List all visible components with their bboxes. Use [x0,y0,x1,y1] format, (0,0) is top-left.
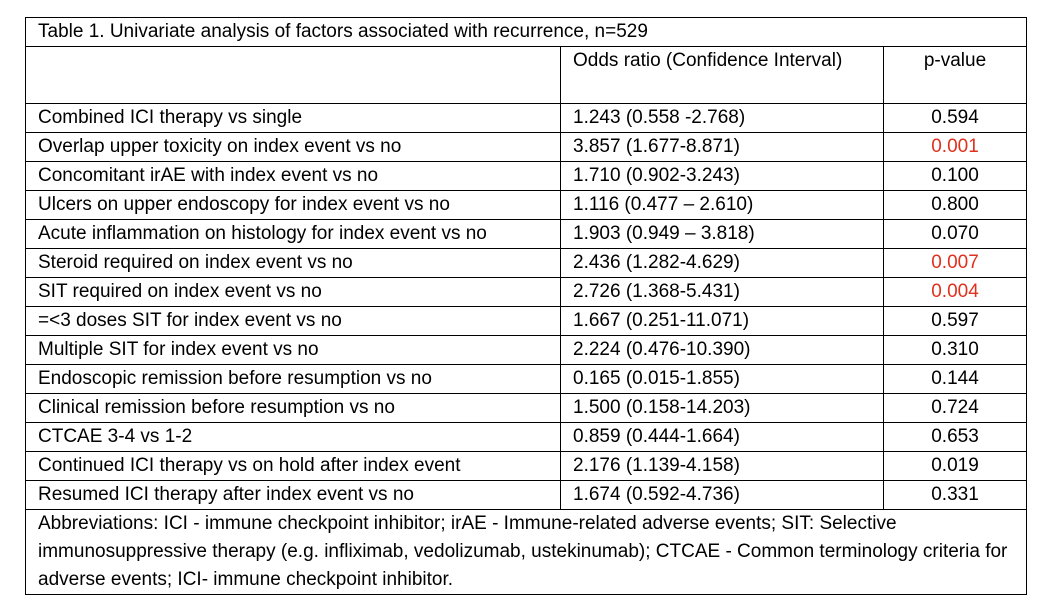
table-row [26,191,1027,220]
univariate-analysis-table [25,17,1027,595]
p-value-cell: 0.724 [884,394,1027,423]
p-value-cell: 0.001 [884,133,1027,162]
odds-ratio-cell: 2.436 (1.282-4.629) [561,249,884,278]
table-row [26,365,1027,394]
odds-ratio-cell: 1.500 (0.158-14.203) [561,394,884,423]
factor-cell: Combined ICI therapy vs single [26,104,561,133]
table-row [26,104,1027,133]
factor-cell: =<3 doses SIT for index event vs no [26,307,561,336]
table-row [26,220,1027,249]
odds-ratio-cell: 0.165 (0.015-1.855) [561,365,884,394]
p-value-cell: 0.007 [884,249,1027,278]
table-row [26,423,1027,452]
p-value-cell: 0.597 [884,307,1027,336]
p-value-cell: 0.070 [884,220,1027,249]
factor-cell: Endoscopic remission before resumption vs no [26,365,561,394]
factor-cell: Overlap upper toxicity on index event vs no [26,133,561,162]
p-value-cell: 0.310 [884,336,1027,365]
p-value-cell: 0.653 [884,423,1027,452]
odds-ratio-cell: 2.176 (1.139-4.158) [561,452,884,481]
factor-cell: Multiple SIT for index event vs no [26,336,561,365]
p-value-column-header: p-value [884,47,1027,104]
factor-cell: Clinical remission before resumption vs no [26,394,561,423]
odds-ratio-cell: 2.726 (1.368-5.431) [561,278,884,307]
p-value-cell: 0.100 [884,162,1027,191]
factor-cell: Resumed ICI therapy after index event vs no [26,481,561,510]
table-row [26,336,1027,365]
factor-cell: Concomitant irAE with index event vs no [26,162,561,191]
factor-cell: Ulcers on upper endoscopy for index event vs no [26,191,561,220]
odds-ratio-cell: 1.667 (0.251-11.071) [561,307,884,336]
odds-ratio-cell: 1.903 (0.949 – 3.818) [561,220,884,249]
p-value-cell: 0.331 [884,481,1027,510]
odds-ratio-cell: 3.857 (1.677-8.871) [561,133,884,162]
table-row [26,278,1027,307]
abbreviations-footnote: Abbreviations: ICI - immune checkpoint inhibitor; irAE - Immune-related adverse events; SIT: Selective immunosuppressive therapy (e.g. infliximab, vedolizumab, ustekinumab); CTCAE - Common terminology criteria for adverse events; ICI- immune checkpoint inhibitor. [26,510,1027,595]
odds-ratio-cell: 1.674 (0.592-4.736) [561,481,884,510]
p-value-cell: 0.004 [884,278,1027,307]
factor-cell: Steroid required on index event vs no [26,249,561,278]
p-value-cell: 0.800 [884,191,1027,220]
factor-cell: SIT required on index event vs no [26,278,561,307]
footnote-row [26,510,1027,595]
table-row [26,133,1027,162]
odds-ratio-cell: 0.859 (0.444-1.664) [561,423,884,452]
table-title-row [26,18,1027,47]
table-row [26,162,1027,191]
table-row [26,452,1027,481]
p-value-cell: 0.144 [884,365,1027,394]
table-row [26,481,1027,510]
table-footer [26,510,1027,595]
factor-cell: CTCAE 3-4 vs 1-2 [26,423,561,452]
p-value-cell: 0.019 [884,452,1027,481]
odds-ratio-cell: 1.243 (0.558 -2.768) [561,104,884,133]
table-title: Table 1. Univariate analysis of factors associated with recurrence, n=529 [26,18,1027,47]
factor-cell: Continued ICI therapy vs on hold after index event [26,452,561,481]
table-row [26,394,1027,423]
table-row [26,249,1027,278]
odds-ratio-cell: 1.710 (0.902-3.243) [561,162,884,191]
p-value-cell: 0.594 [884,104,1027,133]
odds-ratio-column-header: Odds ratio (Confidence Interval) [561,47,884,104]
odds-ratio-cell: 2.224 (0.476-10.390) [561,336,884,365]
table-body [26,18,1027,510]
odds-ratio-cell: 1.116 (0.477 – 2.610) [561,191,884,220]
factor-column-header [26,47,561,104]
table-row [26,307,1027,336]
table-header-row [26,47,1027,104]
factor-cell: Acute inflammation on histology for index event vs no [26,220,561,249]
